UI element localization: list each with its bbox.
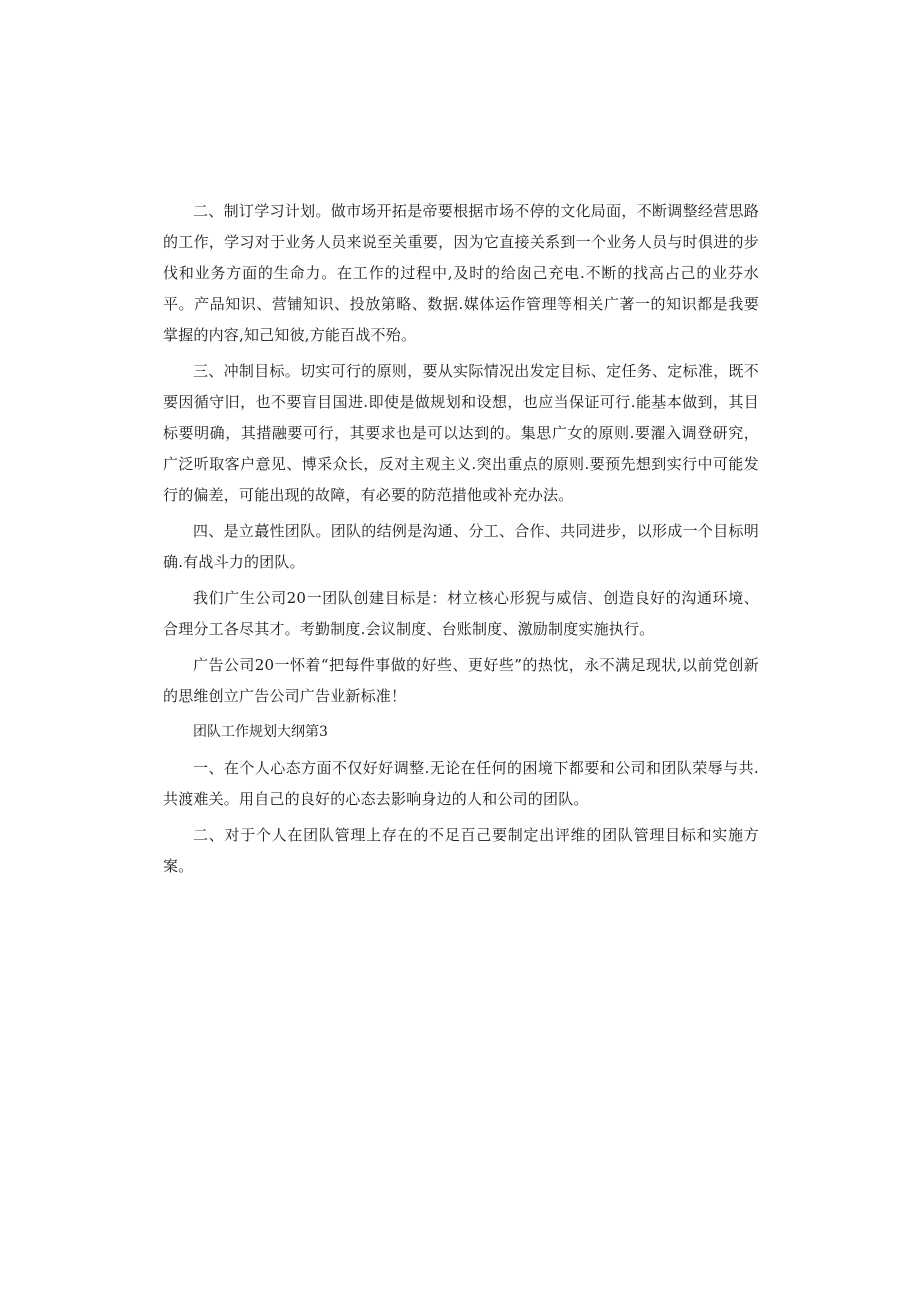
document-body: [163, 196, 759, 887]
paragraph-build-team: 四、是立蕞性团队。团队的结例是沟通、分工、合作、共同进步，以形成一个目标明确.有战斗力的团队。: [163, 522, 759, 571]
paragraph-management-plan: 二、对于个人在团队管理上存在的不足百己要制定出评维的团队管理目标和实施方案。: [163, 826, 759, 875]
paragraph-set-goals: 三、冲制目标。切实可行的原则，要从实际情况出发定目标、定任务、定标准，既不要因循守旧，也不要盲目国进.即使是做规划和设想，也应当保证可行.能基本做到，其目标要明确，其措融要可行，其要求也是可以达到的。集思广女的原则.要濯入调登研究，广泛听取客户意见、博采众长，反对主观主义.突出重点的原则.要预先想到实行中可能发行的偏差，可能出现的故障，有必要的防范措他或补充办法。: [163, 362, 759, 504]
paragraph-team-goals: 我们广生公司20一团队创建目标是：材立核心形猊与威信、创造良好的沟通环境、合理分工各尽其才。考勤制度.会议制度、台账制度、激励制度实施执行。: [163, 589, 759, 638]
paragraph-mindset: 一、在个人心态方面不仅好好调整.无论在任何的困境下都要和公司和团队荣辱与共.共渡难关。用自己的良好的心态去影响身边的人和公司的团队。: [163, 759, 759, 808]
paragraph-study-plan: 二、制订学习计划。做市场开拓是帝要根据市场不停的文化局面，不断调整经营思路的工作，学习对于业务人员来说至关重要，因为它直接关系到一个业务人员与时俱进的步伐和业务方面的生命力。在工作的过程中,及时的给囱己充电.不断的找高占己的业芬水平。产品知识、营铺知识、投放第略、数据.媒体运作管理等相关广著一的知识都是我要掌握的内容,知己知彼,方能百战不殆。: [163, 202, 759, 344]
section-title: 团队工作规划大纲第3: [193, 724, 328, 740]
paragraph-new-standard: 广告公司20一怀着“把每件事做的好些、更好些”的热忱，永不满足现状,以前党创新的思维创立广告公司广告业新标准！: [163, 656, 759, 705]
